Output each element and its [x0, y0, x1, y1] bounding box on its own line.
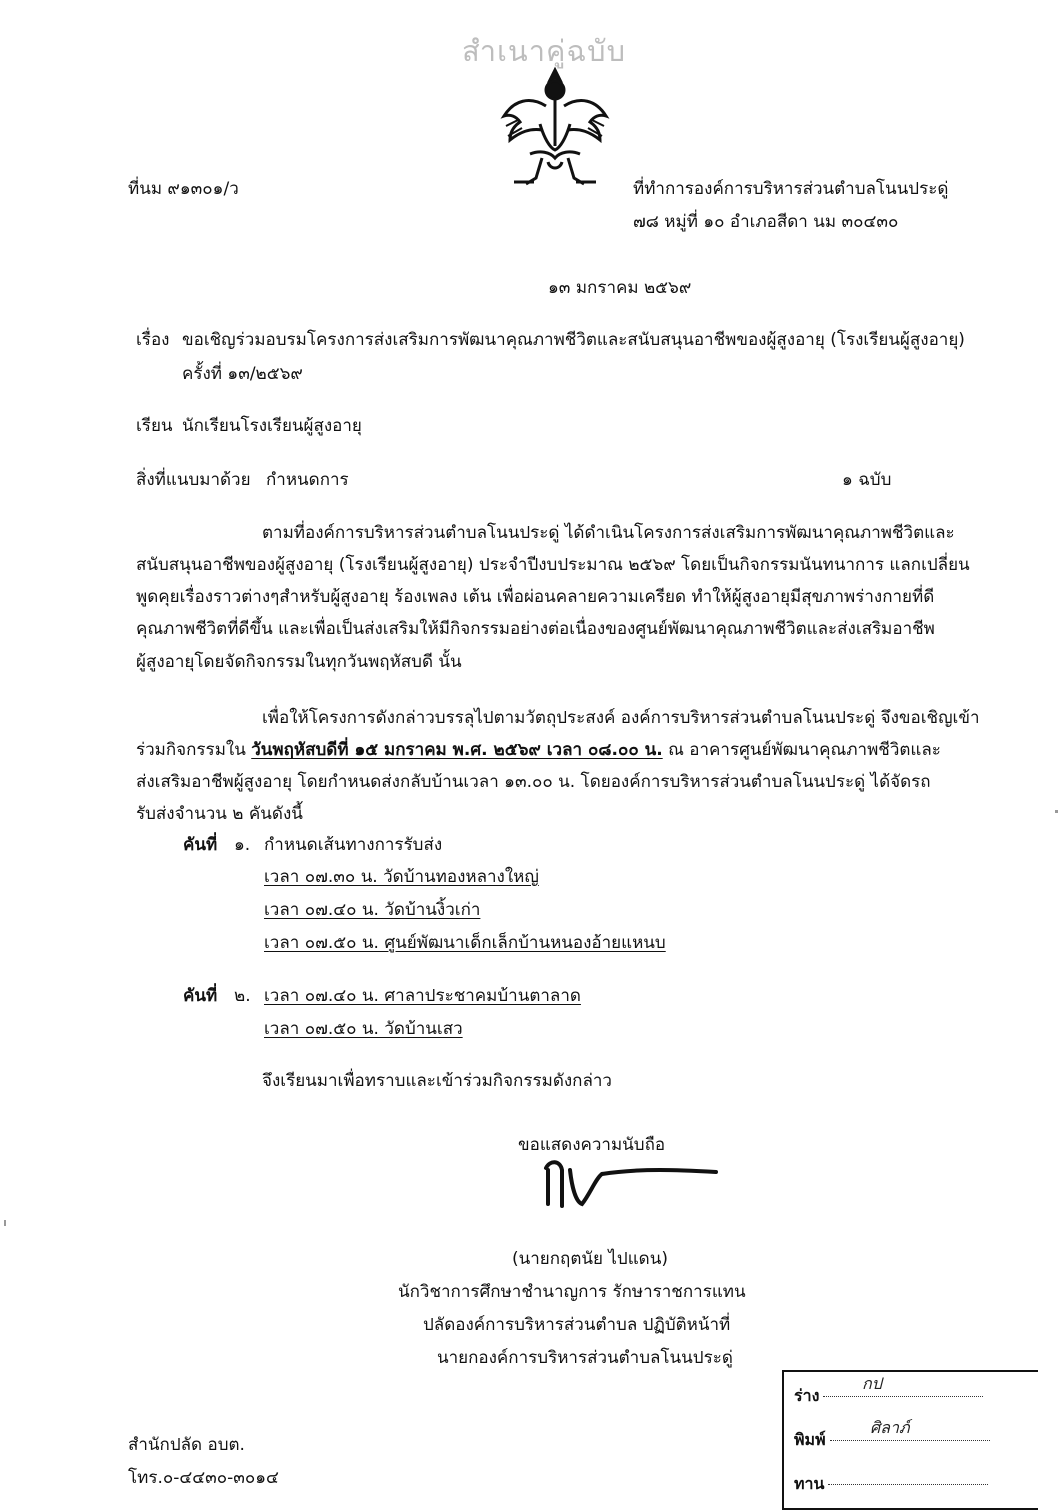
paragraph1-line: สนับสนุนอาชีพของผู้สูงอายุ (โรงเรียนผู้สูงอายุ) ประจำปีงบประมาณ ๒๕๖๙ โดยเป็นกิจกรรมนันทนาการ แลกเปลี่ยน [136, 555, 970, 575]
vehicle1-stop: เวลา ๐๗.๕๐ น. ศูนย์พัฒนาเด็กเล็กบ้านหนองอ้ายแหนบ [264, 933, 666, 953]
attachment-item: กำหนดการ [266, 470, 349, 490]
subject-label: เรื่อง [136, 330, 170, 350]
scan-mark [4, 1220, 6, 1226]
attachment-label: สิ่งที่แนบมาด้วย [136, 470, 251, 490]
garuda-emblem-icon [500, 66, 610, 194]
paragraph2-line2-post: ณ อาคารศูนย์พัฒนาคุณภาพชีวิตและ [668, 740, 941, 760]
copy-stamp: สำเนาคู่ฉบับ [462, 34, 626, 68]
vehicle1-label: คันที่ [183, 835, 218, 855]
typed-dotted-line [830, 1440, 990, 1441]
paragraph1-line: คุณภาพชีวิตที่ดีขึ้น และเพื่อเป็นส่งเสริมให้มีกิจกรรมอย่างต่อเนื่องของศูนย์พัฒนาคุณภาพชีวิตและส่งเสริมอาชีพ [136, 619, 935, 639]
to-label: เรียน [136, 416, 173, 436]
signature-image [540, 1148, 720, 1226]
checked-label: ทาน [794, 1474, 825, 1493]
signer-title1: นักวิชาการศึกษาชำนาญการ รักษาราชการแทน [398, 1282, 746, 1302]
typed-initials: ศิลาภ์ [870, 1418, 910, 1437]
vehicle1-title: กำหนดเส้นทางการรับส่ง [264, 835, 443, 855]
paragraph1-line: พูดคุยเรื่องราวต่างๆสำหรับผู้สูงอายุ ร้องเพลง เต้น เพื่อผ่อนคลายความเครียด ทำให้ผู้สูงอายุมีสุขภาพร่างกายที่ดี [136, 587, 935, 607]
subject-text-line1: ขอเชิญร่วมอบรมโครงการส่งเสริมการพัฒนาคุณภาพชีวิตและสนับสนุนอาชีพของผู้สูงอายุ (โรงเรียนผู้สูงอายุ) [182, 330, 965, 350]
vehicle1-stop: เวลา ๐๗.๔๐ น. วัดบ้านงิ้วเก่า [264, 900, 481, 920]
vehicle2-stop: เวลา ๐๗.๕๐ น. วัดบ้านเสว [264, 1019, 463, 1039]
paragraph2-line1: เพื่อให้โครงการดังกล่าวบรรลุไปตามวัตถุประสงค์ องค์การบริหารส่วนตำบลโนนประดู่ จึงขอเชิญเข้า [262, 708, 980, 728]
signer-title3: นายกองค์การบริหารส่วนตำบลโนนประดู่ [437, 1348, 733, 1368]
draft-label: ร่าง [794, 1386, 820, 1405]
control-box [782, 1370, 1038, 1510]
vehicle2-stop: เวลา ๐๗.๔๐ น. ศาลาประชาคมบ้านตาลาด [264, 986, 581, 1006]
paragraph2-line3: ส่งเสริมอาชีพผู้สูงอายุ โดยกำหนดส่งกลับบ้านเวลา ๑๓.๐๐ น. โดยองค์การบริหารส่วนตำบลโนนประดู่ ได้จัดรถ [136, 772, 931, 792]
paragraph2-line4: รับส่งจำนวน ๒ คันดังนี้ [136, 804, 303, 824]
regards-text: ขอแสดงความนับถือ [518, 1135, 666, 1155]
paragraph1-line: ผู้สูงอายุโดยจัดกิจกรรมในทุกวันพฤหัสบดี นั้น [136, 652, 462, 672]
document-date: ๑๓ มกราคม ๒๕๖๙ [548, 278, 692, 298]
footer-phone: โทร.๐-๔๔๓๐-๓๐๑๔ [128, 1468, 279, 1488]
signer-title2: ปลัดองค์การบริหารส่วนตำบล ปฏิบัติหน้าที่ [423, 1315, 731, 1335]
document-number: ที่นม ๙๑๓๐๑/ว [128, 179, 239, 199]
closing-text: จึงเรียนมาเพื่อทราบและเข้าร่วมกิจกรรมดังกล่าว [262, 1071, 612, 1091]
checked-dotted-line [828, 1484, 988, 1485]
scan-mark [1055, 810, 1058, 813]
subject-text-line2: ครั้งที่ ๑๓/๒๕๖๙ [182, 364, 303, 384]
attachment-qty: ๑ ฉบับ [842, 470, 892, 490]
footer-department: สำนักปลัด อบต. [128, 1435, 245, 1455]
office-address-line1: ที่ทำการองค์การบริหารส่วนตำบลโนนประดู่ [633, 179, 949, 199]
paragraph1-line: ตามที่องค์การบริหารส่วนตำบลโนนประดู่ ได้ดำเนินโครงการส่งเสริมการพัฒนาคุณภาพชีวิตและ [262, 523, 955, 543]
vehicle2-label: คันที่ [183, 986, 218, 1006]
checked-row [794, 1472, 988, 1497]
draft-dotted-line [823, 1396, 983, 1397]
to-text: นักเรียนโรงเรียนผู้สูงอายุ [182, 416, 362, 436]
paragraph2-line2-pre: ร่วมกิจกรรมใน [136, 740, 246, 760]
vehicle2-number: ๒. [234, 986, 251, 1006]
draft-initials: กป [862, 1374, 882, 1393]
signer-name: (นายกฤตนัย ไปแดน) [512, 1249, 668, 1269]
typed-label: พิมพ์ [794, 1430, 826, 1449]
paragraph2-line2 [136, 736, 941, 763]
event-datetime: วันพฤหัสบดีที่ ๑๕ มกราคม พ.ศ. ๒๕๖๙ เวลา ๐๘.๐๐ น. [251, 740, 663, 760]
vehicle1-stop: เวลา ๐๗.๓๐ น. วัดบ้านทองหลางใหญ่ [264, 867, 539, 887]
office-address-line2: ๗๘ หมู่ที่ ๑๐ อำเภอสีดา นม ๓๐๔๓๐ [633, 212, 899, 232]
draft-row [794, 1384, 983, 1409]
vehicle1-number: ๑. [234, 835, 251, 855]
